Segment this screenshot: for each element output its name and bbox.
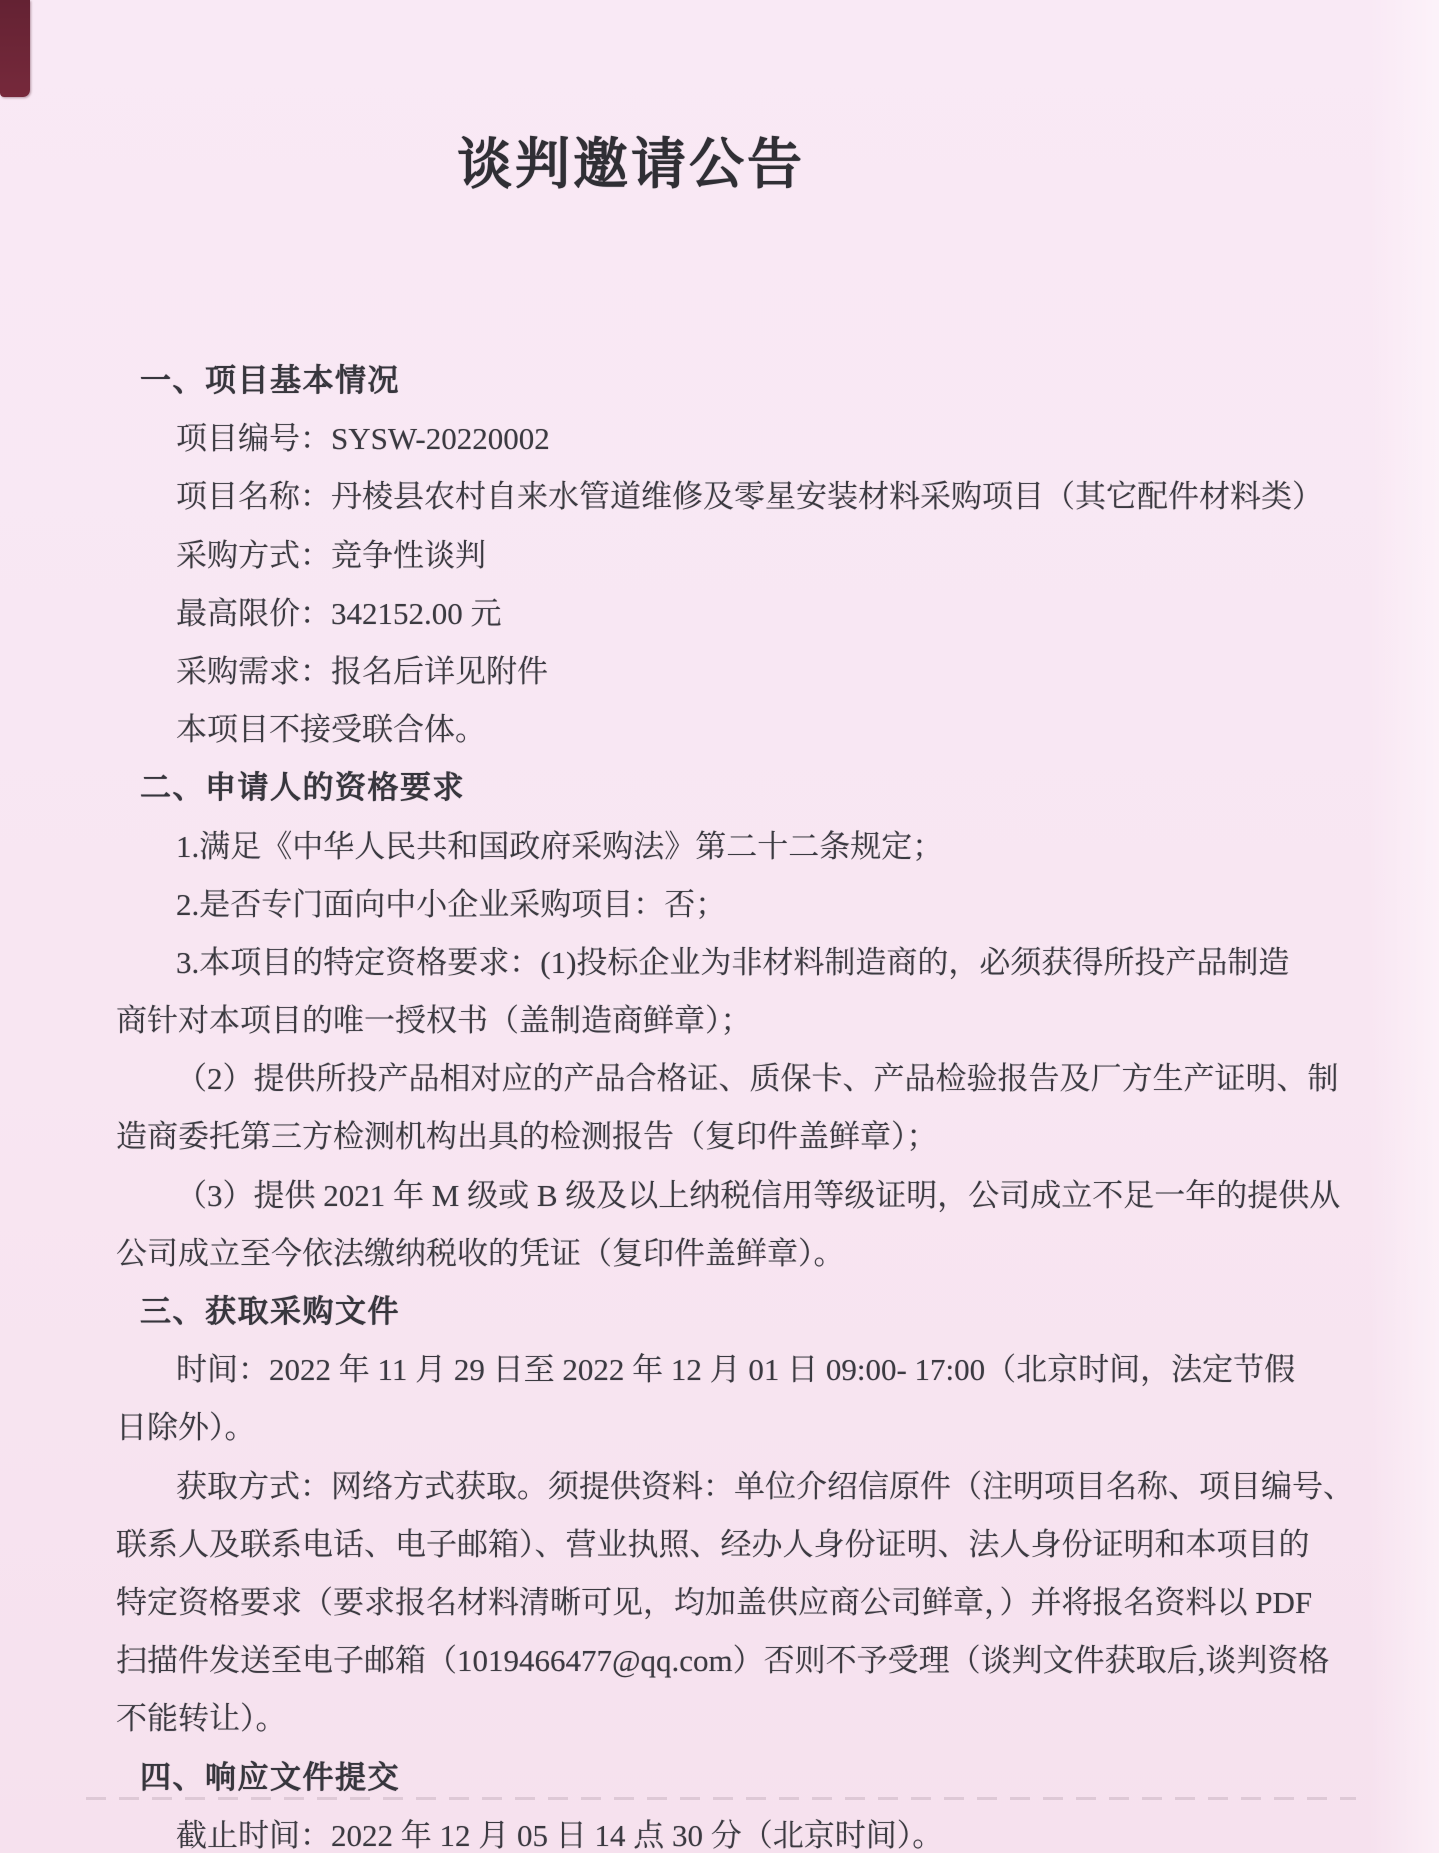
document-line: 不能转让）。 [116, 1701, 287, 1737]
document-line: 联系人及联系电话、电子邮箱）、营业执照、经办人身份证明、法人身份证明和本项目的 [116, 1526, 1310, 1562]
section-heading: 三、获取采购文件 [140, 1294, 400, 1329]
document-line: 项目名称：丹棱县农村自来水管道维修及零星安装材料采购项目（其它配件材料类） [176, 479, 1323, 515]
document-line: 特定资格要求（要求报名材料清晰可见，均加盖供应商公司鲜章，）并将报名资料以 PDF [116, 1584, 1313, 1620]
scan-corner-mark [0, 0, 30, 97]
document-line: 公司成立至今依法缴纳税收的凭证（复印件盖鲜章）。 [116, 1235, 845, 1271]
section-heading: 四、响应文件提交 [140, 1759, 400, 1795]
document-line: 采购需求：报名后详见附件 [176, 653, 548, 689]
document-line: 造商委托第三方检测机构出具的检测报告（复印件盖鲜章）； [116, 1119, 938, 1155]
document-line: 时间：2022 年 11 月 29 日至 2022 年 12 月 01 日 09:00- 17:00（北京时间，法定节假 [176, 1352, 1296, 1388]
document-line: 商针对本项目的唯一授权书（盖制造商鲜章）； [116, 1003, 752, 1039]
document-line: 截止时间：2022 年 12 月 05 日 14 点 30 分（北京时间）。 [176, 1817, 944, 1853]
document-line: （3）提供 2021 年 M 级或 B 级及以上纳税信用等级证明，公司成立不足一年的提供从 [176, 1177, 1341, 1213]
document-line: 最高限价：342152.00 元 [176, 595, 502, 631]
document-line: 项目编号：SYSW-20220002 [176, 421, 550, 457]
document-body [116, 352, 1376, 1853]
document-line: 日除外）。 [116, 1410, 256, 1446]
document-title: 谈判邀请公告 [456, 134, 805, 195]
section-heading: 一、项目基本情况 [140, 363, 400, 398]
document-line: （2）提供所投产品相对应的产品合格证、质保卡、产品检验报告及厂方生产证明、制 [176, 1061, 1339, 1097]
document-line: 本项目不接受联合体。 [176, 712, 486, 748]
document-line: 获取方式：网络方式获取。须提供资料：单位介绍信原件（注明项目名称、项目编号、 [176, 1468, 1354, 1504]
document-line: 1.满足《中华人民共和国政府采购法》第二十二条规定； [176, 828, 944, 864]
document-line: 2.是否专门面向中小企业采购项目：否； [176, 886, 727, 922]
document-line: 3.本项目的特定资格要求：(1)投标企业为非材料制造商的，必须获得所投产品制造 [176, 944, 1290, 980]
document-line: 采购方式：竞争性谈判 [176, 537, 486, 573]
document-line: 扫描件发送至电子邮箱（1019466477@qq.com）否则不予受理（谈判文件获取后,谈判资格 [116, 1643, 1330, 1679]
section-heading: 二、申请人的资格要求 [140, 770, 465, 806]
